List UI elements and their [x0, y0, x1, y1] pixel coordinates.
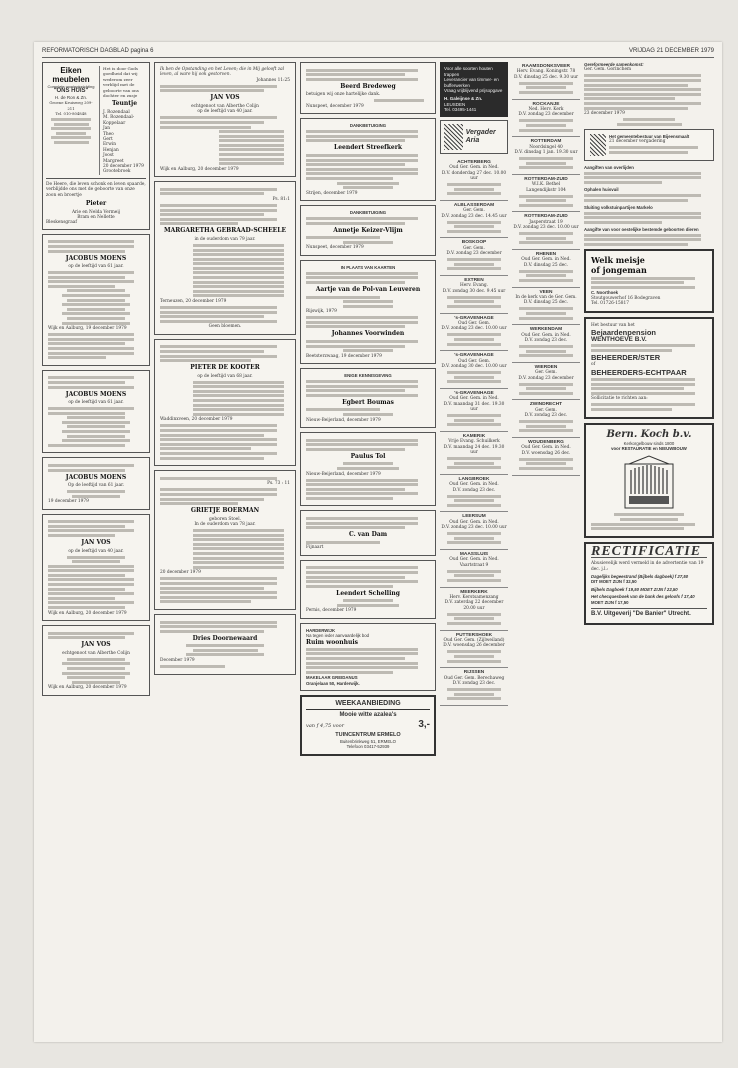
grietje-age: In de ouderdom van 78 jaar.: [194, 522, 256, 528]
church-name: WERKENDAM: [529, 327, 563, 333]
church-name: RIJSSEN: [463, 670, 485, 676]
church-service-item: [512, 400, 580, 438]
paulus-date: Nieuw-Beijerland, december 1979: [306, 471, 381, 477]
church-time: D.V. zondag 23 december: [518, 375, 574, 381]
church-name: WIERDEN: [534, 364, 558, 370]
church-detail: Oud Ger. Gem. Berechaweg: [443, 675, 505, 681]
church-time: D.V. zondag 23 dec. 10.00 uur: [441, 326, 507, 332]
church-name: ROCKANJE: [532, 101, 560, 107]
eiken-address: Groene Kruisweg 209-211: [49, 100, 93, 111]
church-detail: Oud Ger. Gem. (Zijlweiland): [443, 637, 505, 643]
beerd-title: Beerd Bredeweg: [340, 82, 396, 90]
jacobus-1-age: op de leeftijd van 61 jaar.: [68, 264, 124, 270]
church-name: ROTTERDAM: [530, 139, 562, 145]
weekaanbieding-heading: WEEKAANBIEDING: [306, 701, 430, 709]
trappen-company: H. Galeijnse & Zn.: [444, 95, 483, 101]
annetje-date: Nunspeet, december 1979: [306, 245, 364, 251]
church-service-item: [512, 325, 580, 363]
organ-icon: [619, 454, 679, 510]
church-time: D.V. zondag 23 dec. 10.00 uur: [513, 225, 579, 231]
column-3: [300, 62, 436, 1032]
church-time: D.V. maandag 31 dec. 19.30 uur: [443, 401, 505, 412]
harderwijk-sub: Na tegen ieder aanvaardelijk bod: [306, 633, 370, 639]
church-service-item: [512, 137, 580, 175]
church-service-item: [440, 201, 508, 239]
church-detail: Oud Ger. Gem.: [457, 320, 491, 326]
paulus-title: Paulus Tol: [350, 452, 386, 460]
church-time: D.V. zondag 23 december: [518, 112, 574, 118]
leendert-notice: [300, 118, 436, 201]
column-1: [42, 62, 150, 1032]
page-header-left: REFORMATORISCH DAGBLAD pagina 6: [42, 48, 154, 54]
church-service-item: [440, 631, 508, 669]
eiken-phone: Tel. 010-804848: [55, 111, 87, 117]
church-detail: Oud Ger. Gem. in Ned.: [521, 257, 571, 263]
trappen-item-3: Vraag vrijblijvend prijsopgave: [444, 88, 503, 94]
leendert-date: Strijen, december 1979: [306, 190, 358, 196]
church-service-item: [440, 389, 508, 432]
egbert-title: Egbert Boumas: [342, 398, 394, 406]
church-name: 's-GRAVENHAGE: [454, 315, 494, 321]
bernkoch-sub2: voor RESTAURATIE en NIEUWBOUW: [611, 446, 687, 452]
bernkoch-ad: [584, 423, 714, 538]
church-time: D.V. maandag 24 dec. 19.30 uur: [443, 444, 505, 455]
church-name: ROTTERDAM-ZUID: [524, 176, 568, 182]
eiken-owner: H. de Ron & Zn.: [54, 94, 88, 100]
church-detail: Vrije Evang. Schuilkerk: [448, 439, 500, 445]
church-detail: Oud Ger. Gem. in Ned.: [521, 445, 571, 451]
trappen-ad: [440, 62, 508, 117]
grietje-date: 20 december 1979: [160, 570, 201, 576]
meisje-phone: Tel. 01726-15817: [591, 301, 629, 307]
pieter-dekooter-date: Waddinxveen, 20 december 1979: [160, 417, 233, 423]
margaretha-quote: Ps. 81:1: [272, 197, 290, 203]
rectificatie-intro: Abusievelijk werd vermeld in de advertentie van 19 dec. j.l.:: [591, 561, 704, 572]
church-detail: Oud Ger. Gem. in Ned.: [449, 482, 499, 488]
church-time: D.V. zondag 23 dec.: [524, 413, 568, 419]
aangifte2-title: Aangifte van voor oestelijke bestemde geboorten dieren: [584, 226, 699, 232]
janvos-1-date: Wijk en Aalburg, 20 december 1979: [48, 610, 127, 616]
dries-notice: [154, 614, 296, 675]
pension-ad: [584, 317, 714, 419]
janvos-ref: Johannes 11:25: [256, 77, 290, 83]
janvos-main-notice: [154, 62, 296, 177]
janvos-1-age: op de leeftijd van 40 jaar.: [68, 548, 124, 554]
church-service-item: [440, 158, 508, 201]
janvos-2-title: JAN VOS: [81, 641, 111, 649]
municipal-notices: [584, 165, 714, 246]
church-name: BOSKOOP: [461, 240, 487, 246]
margaretha-date: Terneuzen, 20 december 1979: [160, 299, 227, 305]
church-detail: Oud Ger. Gem. in Ned.: [521, 332, 571, 338]
meisje-title: Welk meisje: [591, 254, 645, 265]
church-time: Vaartstraat 9: [459, 562, 489, 568]
column-4: [440, 62, 508, 1032]
church-time: D.V. donderdag 27 dec. 10.00 uur: [441, 170, 507, 181]
harderwijk-footer2: Oranjelaan 50, Harderwijk.: [306, 680, 360, 686]
bernkoch-title: Bern. Koch b.v.: [606, 428, 692, 440]
column-2: [154, 62, 296, 1032]
janvos-2-date: Wijk en Aalburg, 20 december 1979: [48, 685, 127, 691]
church-service-item: [512, 62, 580, 100]
pieter-dekooter-notice: [154, 339, 296, 466]
vergader-logo-icon: [444, 124, 463, 150]
church-services-list-2: [512, 62, 580, 476]
column-5: [512, 62, 580, 1032]
jacobus-2-title: JACOBUS MOENS: [65, 390, 127, 398]
church-detail: Jasperstraat 19: [529, 219, 563, 225]
jacobus-notice-1: [42, 234, 150, 366]
church-time: D.V. dinsdag 25 dec. 9.30 uur: [513, 74, 579, 80]
church-name: ALBLASSERDAM: [453, 202, 495, 208]
meisje-address: Stoutgouwerhof 16 Bodegraven: [591, 295, 661, 301]
church-service-item: [512, 288, 580, 326]
dries-title: Dries Doornewaard: [192, 634, 258, 642]
rectificatie-line2: Bijbels Dagboek f 19,50 MOET ZIJN f 22,50: [591, 586, 678, 592]
annetje-heading: DANKBETUIGING: [349, 210, 387, 216]
weekaanbieding-price-from: van f 4,75 voor: [306, 722, 345, 729]
church-service-item: [440, 432, 508, 475]
jacobus-3-date: 19 december 1979: [48, 499, 89, 505]
jacobus-1-date: Wijk en Aalburg, 19 december 1979: [48, 326, 127, 332]
church-service-item: [512, 363, 580, 401]
pieter-parents: Arie en Nelda Vermeij: [71, 209, 121, 215]
harderwijk-heading: HARDERWIJK: [306, 627, 336, 633]
gereformeerd-title: Gereformeerde samenkomst:: [584, 62, 644, 67]
column-6: [584, 62, 714, 1032]
weekaanbieding-ad: [300, 695, 436, 755]
pension-top: Het bestuur van het: [591, 322, 635, 328]
church-name: EXTREN: [464, 277, 484, 283]
pension-role2: of: [591, 362, 596, 368]
egbert-heading: ENIGE KENNISGEVING: [344, 373, 392, 379]
egbert-notice: [300, 368, 436, 428]
aangiften-title: Aangiften van overlijden: [584, 164, 634, 170]
municipality-logo-icon: [590, 134, 606, 156]
church-detail: Herv. Evang.: [459, 283, 488, 289]
church-time: D.V. zondag 23 dec. 14.45 uur: [441, 213, 507, 219]
church-services-list-1: [440, 158, 508, 706]
annetje-title: Annetje Keizer-Vlijm: [333, 226, 403, 234]
vandam-place: Fijnaart: [306, 545, 324, 551]
church-time: D.V. dinsdag 25 dec.: [523, 262, 569, 268]
aartje-notice: [300, 260, 436, 364]
church-name: LEERSUM: [462, 514, 486, 520]
margaretha-title: MARGARETHA GEBRAAD-SCHEELE: [163, 227, 287, 235]
church-name: ACHTERBERG: [457, 159, 491, 165]
janvos-notice-2: [42, 625, 150, 696]
janvos-main-date: Wijk en Aalburg, 20 december 1979: [160, 166, 239, 172]
jacobus-notice-2: [42, 370, 150, 454]
church-name: MAASSLUIS: [459, 551, 489, 557]
harderwijk-title: Ruim woonhuis: [306, 638, 358, 646]
rectificatie-line1: Dagelijks begeestrand (Bijbels dagboek) f 27,50: [591, 574, 689, 580]
rectificatie-ad: [584, 542, 714, 625]
pieter-place: Bleskensgraaf: [46, 220, 77, 226]
pieter-dekooter-age: op de leeftijd van 68 jaar.: [197, 373, 253, 379]
janvos-2-spouse: echtgenoot van Alberthe Colijn: [62, 650, 130, 656]
church-time: D.V. dinsdag 1 jan. 19.30 uur: [514, 150, 578, 155]
rectificatie-line3b: MOET ZIJN f 17,50: [591, 599, 629, 605]
aartje-title: Aartje van de Pol-van Leuveren: [315, 286, 421, 293]
margaretha-notice: [154, 181, 296, 335]
church-service-item: [512, 100, 580, 138]
church-time: D.V. zondag 23 dec.: [524, 337, 568, 343]
teuntje-date: 20 december 1979: [103, 164, 144, 169]
johannes-title: Johannes Voorwinden: [331, 330, 405, 338]
bijeenkomst-notice: [584, 129, 714, 161]
pieter-brothers: Bram en Nellette: [77, 214, 115, 220]
church-name: RHENEN: [535, 251, 557, 257]
church-detail: Ger. Gem.: [535, 370, 557, 376]
weekaanbieding-address: Buitenbrinkweg 51, ERMELO: [340, 738, 396, 744]
trappen-place: LEUSDEN: [444, 101, 466, 107]
pension-footer: Sollicitatie te richten aan:: [591, 396, 648, 402]
leendert-title: Leendert Streefkerk: [333, 144, 403, 152]
margaretha-age: in de ouderdom van 79 jaar.: [194, 236, 256, 242]
church-detail: Oud Ger. Gem. in Ned.: [449, 165, 499, 171]
schelling-title: Leendert Schelling: [336, 589, 400, 597]
teuntje-family: J. Rozendaal M. Rozendaal-Koppelaar Jan Theo Gert Erwin Henjan Joost Margreet: [103, 109, 135, 164]
rectificatie-title: RECTIFICATIE: [591, 543, 702, 559]
pension-name: WENTHOEVE B.V.: [591, 335, 647, 343]
bijeenkomst-title: Het gemeentebestuur van Bijeensmaalt: [609, 133, 690, 139]
church-service-item: [512, 250, 580, 288]
church-detail: Ger. Gem.: [463, 245, 485, 251]
page-header: [42, 46, 714, 58]
jacobus-1-title: JACOBUS MOENS: [65, 254, 127, 262]
pension-role1: BEHEERDER/STER: [591, 353, 661, 363]
aartje-heading: IN PLAATS VAN KAARTEN: [340, 264, 396, 270]
beerd-date: Nunspeet, december 1979: [306, 103, 364, 109]
rectificatie-publisher: B.V. Uitgeverij "De Banier" Utrecht.: [591, 611, 691, 618]
gereformeerd-date: 23 december 1979: [584, 111, 625, 117]
church-detail: Herv. Evang. Koningstr. 78: [516, 69, 576, 75]
meisje-title2: of jongeman: [591, 264, 647, 275]
church-name: MEERKERK: [460, 589, 488, 595]
church-detail: W.I.K. Bethel: [531, 182, 561, 188]
church-detail: Herv. Kerstsamenzang: [449, 594, 499, 600]
church-detail: Oud Ger. Gem. in Ned.: [449, 557, 499, 563]
page-header-right: VRIJDAG 21 DECEMBER 1979: [628, 48, 714, 54]
rectificatie-line3: Het checquesboek van de bank des geloofs f 17,40: [591, 594, 695, 600]
beerd-notice: [300, 62, 436, 114]
church-name: 's-GRAVENHAGE: [454, 353, 494, 359]
trappen-item-2: Leverancier van timmer- en bufferwerken: [444, 77, 499, 88]
gereformeerd-notice: [584, 62, 714, 126]
pieter-dekooter-title: PIETER DE KOOTER: [190, 364, 260, 372]
harderwijk-footer: MAKELAAR GREIDANUS: [306, 675, 358, 681]
trappen-item-1: Voor alle soorten houten trappen: [444, 66, 493, 77]
church-service-item: [512, 175, 580, 213]
eiken-title: Eiken meubelen: [52, 66, 90, 84]
janvos-quote: Ik ben de Opstanding en het Leven; die in Mij gelooft zal leven, al ware hij ook gestorven.: [160, 67, 285, 78]
church-service-item: [440, 550, 508, 588]
eiken-sub: Complete woninginrichting: [47, 84, 95, 89]
vandam-notice: [300, 510, 436, 555]
church-detail: Ger. Gem.: [463, 208, 485, 214]
church-detail: Oud Ger. Gem.: [457, 358, 491, 364]
pieter-name: Pieter: [85, 200, 107, 208]
janvos-1-title: JAN VOS: [81, 539, 111, 546]
bijeenkomst-sub: 21 december vergadering: [609, 139, 666, 145]
church-time: D.V. zondag 23 dec.: [452, 487, 496, 493]
schelling-notice: [300, 560, 436, 619]
vandam-title: C. van Dam: [348, 531, 388, 539]
church-time: D.V. dinsdag 25 dec.: [523, 300, 569, 306]
jacobus-notice-3: [42, 457, 150, 509]
church-name: WOUDENBERG: [528, 439, 564, 445]
weekaanbieding-title: Mooie witte azalea's: [339, 711, 397, 718]
church-detail: Ger. Gem.: [535, 407, 557, 413]
church-service-item: [440, 512, 508, 550]
meisje-contact: C. Noorthoek: [591, 290, 618, 296]
church-detail: Oud Ger. Gem. in Ned.: [449, 396, 499, 402]
meisje-ad: [584, 249, 714, 313]
grietje-sub: geboren Stoel.: [209, 516, 241, 522]
vergader-ad: [440, 120, 508, 154]
paulus-notice: [300, 432, 436, 506]
eiken-name: "ONS HUIS": [53, 88, 89, 95]
leendert-heading: DANKBETUIGING: [349, 123, 387, 129]
church-service-item: [440, 351, 508, 389]
church-service-item: [440, 276, 508, 314]
gereformeerd-sub: Ger. Gem. Gorinchem: [584, 67, 632, 73]
church-service-item: [440, 668, 508, 706]
janvos-notice-1: [42, 514, 150, 621]
aartje-date: Rijswijk, 1979: [306, 309, 337, 315]
teuntje-intro: Het is door Gods goedheid dat wij wederom zeer verblijd met de geboorte van ons dochter en zusje: [103, 66, 139, 99]
jacobus-2-age: op de leeftijd van 61 jaar.: [68, 400, 124, 405]
church-name: KAMERIK: [462, 433, 486, 439]
beerd-sub: betuigen wij onze hartelijke dank.: [306, 92, 381, 98]
newspaper-page: [34, 42, 722, 1042]
church-time: D.V. zondag 23 december: [446, 251, 502, 257]
dries-date: December 1979: [160, 658, 195, 664]
janvos-main-title: JAN VOS: [210, 94, 240, 102]
church-name: PUTTERSHOEK: [455, 632, 493, 638]
margaretha-closing: Geen bloemen.: [208, 324, 242, 330]
annetje-notice: [300, 205, 436, 256]
vergader-title: Vergader Aria: [465, 128, 496, 144]
church-detail: In de kerk van de Ger. Gem.: [515, 294, 577, 300]
janvos-main-spouse: echtgenoot van Alberthe Colijn: [191, 103, 259, 109]
teuntje-name: Teuntje: [111, 100, 138, 108]
pieter-intro: De Heere, die leven schonk en leven spaarde, verblijdde ons met de geboorte van onze zoon en broertje: [46, 181, 146, 198]
ophalen-title: Ophalen huisvuil: [584, 186, 619, 192]
church-time: D.V. woensdag 26 dec.: [521, 450, 571, 456]
weekaanbieding-shop: TUINCENTRUM ERMELO: [335, 732, 401, 739]
church-detail: Noordsingel 40: [529, 144, 563, 150]
grietje-title: GRIETJE BOERMAN: [190, 507, 260, 515]
church-detail: Ned. Herv. Kerk: [528, 107, 564, 112]
johannes-date: Beetsterzwaag, 19 december 1979: [306, 353, 382, 359]
bernkoch-sub: Kerkorgelbouw sinds 1800: [623, 440, 675, 446]
church-time: D.V. woensdag 26 december: [443, 643, 505, 649]
church-service-item: [440, 588, 508, 631]
harderwijk-ad: [300, 623, 436, 691]
weekaanbieding-price: 3,-: [418, 718, 430, 730]
janvos-main-age: op de leeftijd van 40 jaar.: [197, 109, 253, 115]
church-name: RAAMSDONKSVEER: [522, 64, 570, 69]
church-service-item: [512, 438, 580, 476]
church-time: D.V. zaterdag 22 december 20.00 uur: [444, 600, 504, 611]
schelling-date: Pernis, december 1979: [306, 608, 357, 614]
jacobus-3-age: Op de leeftijd van 61 jaar.: [67, 483, 125, 489]
sluiting-title: Sluiting volkstuinpartijen Markelo: [584, 204, 653, 210]
egbert-date: Nieuw-Beijerland, december 1979: [306, 417, 381, 423]
church-time: Langendijkstr 104: [526, 187, 566, 193]
church-name: ZWINDRECHT: [529, 402, 563, 408]
pension-title: Bejaardenpension: [591, 327, 657, 337]
church-detail: Oud Ger. Gem. in Ned.: [449, 519, 499, 525]
church-time: D.V. zondag 30 dec. 9.45 uur: [442, 288, 506, 294]
church-service-item: [440, 238, 508, 276]
church-time: D.V. zondag 23 dec.: [452, 680, 496, 686]
church-time: D.V. zondag 30 dec. 10.00 uur: [441, 363, 507, 369]
church-name: ROTTERDAM-ZUID: [524, 214, 568, 220]
pension-role3: BEHEERDERS-ECHTPAAR: [591, 367, 687, 377]
grietje-quote: Ps. 73 : 11: [267, 481, 290, 487]
grietje-notice: [154, 470, 296, 610]
jacobus-3-title: JACOBUS MOENS: [65, 473, 127, 481]
church-service-item: [440, 314, 508, 352]
church-time: D.V. zondag 23 dec. 10.00 uur: [441, 525, 507, 531]
weekaanbieding-phone: Telefoon 03417-52939: [346, 744, 390, 750]
church-service-item: [440, 475, 508, 513]
church-service-item: [512, 212, 580, 250]
church-name: 's-GRAVENHAGE: [454, 390, 494, 396]
church-name: VEEN: [539, 289, 553, 295]
trappen-phone: Tel. 03495-1441: [444, 107, 477, 113]
rectificatie-line1b: DIT MOET ZIJN f 32,50: [591, 579, 637, 585]
eiken-ad: [42, 62, 150, 230]
teuntje-place: Grootebroek: [103, 169, 131, 175]
church-name: LANGBROEK: [458, 476, 490, 482]
